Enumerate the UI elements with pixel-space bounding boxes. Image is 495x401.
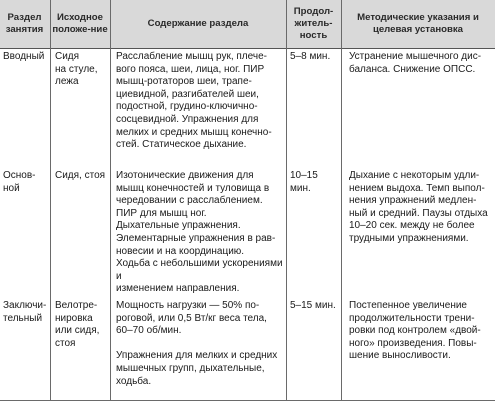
column-divider	[286, 0, 287, 401]
row3-content: Мощность нагрузки — 50% по- роговой, или 0,5 Вт/кг веса тела, 60–70 об/мин. Упражнения для мелких и средних мышечных групп, дыхательные, ходьба.	[116, 300, 278, 387]
row1-section: Вводный	[3, 51, 45, 62]
column-divider	[50, 0, 51, 401]
header-section: Раздел занятия	[5, 12, 44, 35]
header-notes: Методические указания и целевая установка	[357, 12, 479, 35]
row2-content: Изотонические движения для мышц конечностей и туловища в чередовании с расслаблением. ПИР для мышц ног. Дыхательные упражнения. Элементарные упражнения в рав- новесии и на координацию. Ходьба с небольшими ускорениями и изменением направления.	[116, 170, 283, 295]
column-divider	[341, 0, 342, 401]
row3-section: Заключи- тельный	[3, 300, 47, 324]
row1-notes: Устранение мышечного дис- баланса. Снижение ОПСС.	[349, 51, 482, 75]
row1-duration: 5–8 мин.	[290, 51, 331, 62]
header-content: Содержание раздела	[147, 18, 249, 29]
row2-duration: 10–15 мин.	[290, 170, 318, 194]
row2-position: Сидя, стоя	[55, 170, 106, 181]
row1-content: Расслабление мышц рук, плече- вого пояса, шеи, лица, ног. ПИР мышц-ротаторов шеи, трапе- циевидной, разгибателей шеи, подостной, грудино-ключично- сосцевидной. Упражнения для мелких и средних мышц конечно- стей. Статическое дыхание.	[116, 51, 272, 151]
row2-section: Основ- ной	[3, 170, 36, 194]
header-duration: Продол-житель-ность	[293, 6, 334, 41]
column-divider	[110, 0, 111, 401]
row3-position: Велотре- нировка или сидя, стоя	[55, 300, 100, 349]
row3-duration: 5–15 мин.	[290, 300, 336, 311]
header-position: Исходное положе-ние	[52, 12, 108, 35]
row2-notes: Дыхание с некоторым удли- нением выдоха. Темп выпол- нения упражнений медлен- ный и средний. Паузы отдыха 10–20 сек. между не более трудными упражнениями.	[349, 170, 488, 244]
row1-position: Сидя на стуле, лежа	[55, 51, 98, 88]
row3-notes: Постепенное увеличение продолжительности трени- ровки под контролем «двой- ного» произведения. Повы- шение выносливости.	[349, 300, 481, 362]
